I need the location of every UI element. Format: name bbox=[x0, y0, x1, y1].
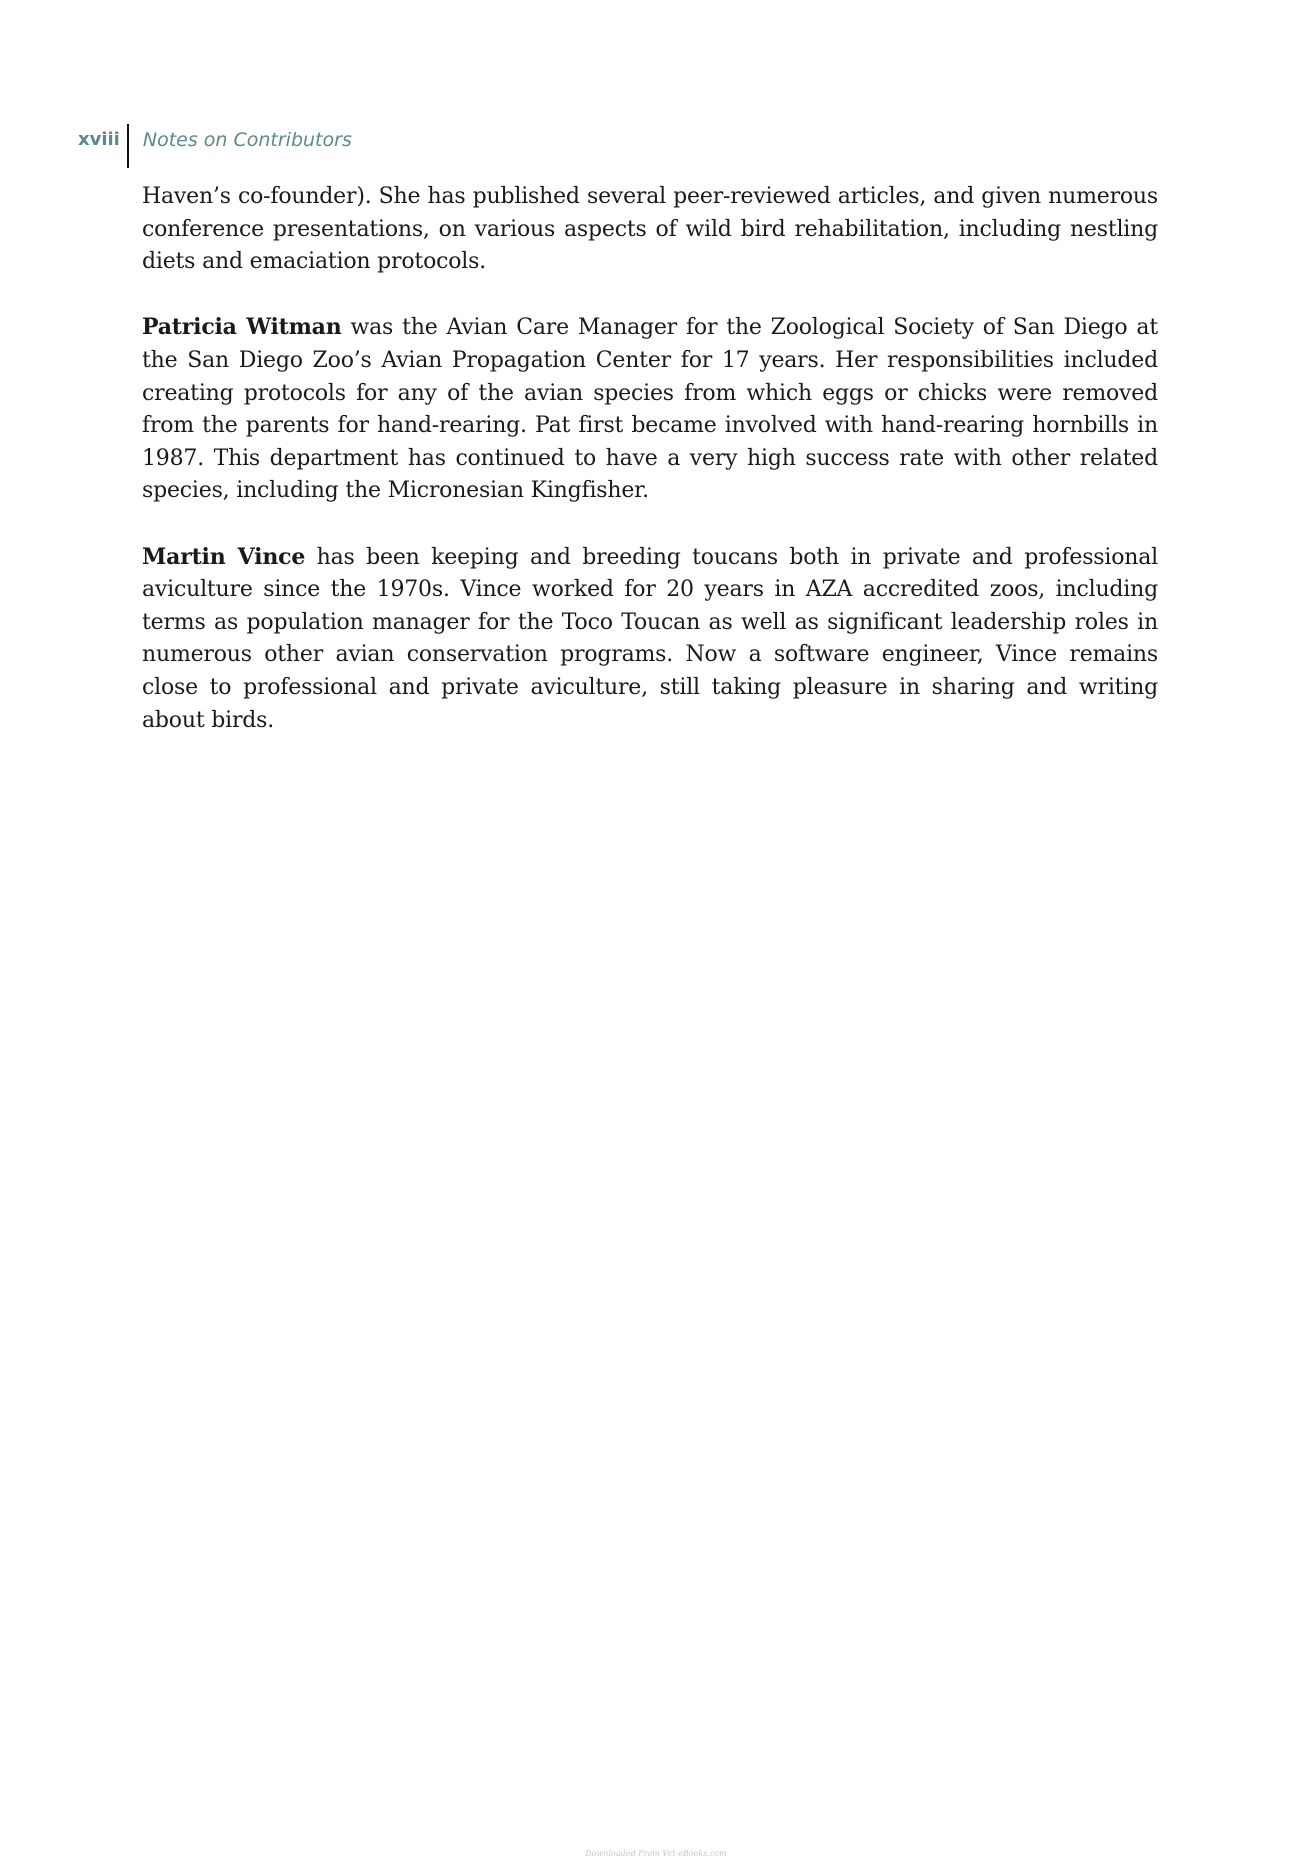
contributor-paragraph-vince bbox=[142, 541, 1158, 738]
contributor-name: Patricia Witman bbox=[142, 314, 342, 341]
page-number: xviii bbox=[78, 129, 120, 150]
contributors-body bbox=[142, 181, 1158, 770]
section-title: Notes on Contributors bbox=[142, 129, 352, 151]
contributor-name: Martin Vince bbox=[142, 543, 306, 570]
paragraph-text: has been keeping and breeding toucans both in private and professional aviculture since the 1970s. Vince worked for 20 years in AZA accredited zoos, including terms as population manager for the Toco Toucan as well as significant leadership roles in numerous other avian conservation programs. Now a software engineer, Vince remains close to professional and private aviculture, still taking pleasure in sharing and writing about birds. bbox=[142, 544, 1158, 733]
contributor-paragraph-witman bbox=[142, 311, 1158, 508]
running-head bbox=[78, 124, 352, 170]
header-rule bbox=[127, 124, 129, 168]
paragraph-text: was the Avian Care Manager for the Zoological Society of San Diego at the San Diego Zoo’s Avian Propagation Center for 17 years. Her responsibilities included creating protocols for any of the avian species from which eggs or chicks were removed from the parents for hand-rearing. Pat first became involved with hand-rearing hornbills in 1987. This department has continued to have a very high success rate with other related species, including the Micronesian Kingfisher. bbox=[142, 315, 1158, 504]
contributor-paragraph-continued bbox=[142, 181, 1158, 279]
download-watermark: Downloaded From Vet-eBooks.com bbox=[585, 1849, 727, 1858]
paragraph-text: Haven’s co-founder). She has published several peer-reviewed articles, and given numerous conference presentations, on various aspects of wild bird rehabilitation, including nestling diets and emaciation protocols. bbox=[142, 184, 1158, 275]
